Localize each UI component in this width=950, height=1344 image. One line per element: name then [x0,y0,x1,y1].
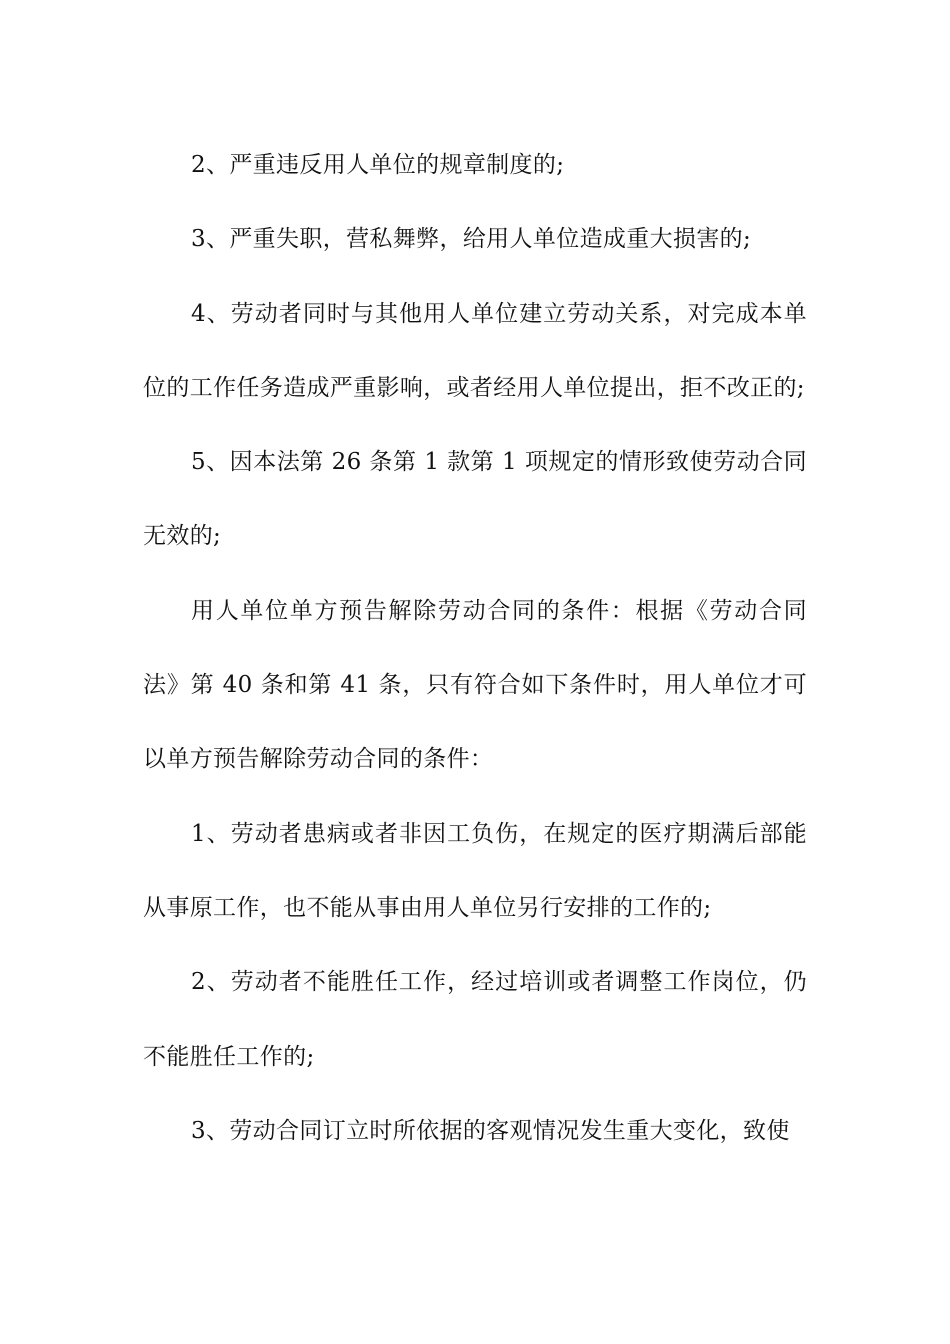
paragraph-clause-4: 4、劳动者同时与其他用人单位建立劳动关系，对完成本单位的工作任务造成严重影响，或者经用人单位提出，拒不改正的; [143,300,807,401]
paragraph-condition-3: 3、劳动合同订立时所依据的客观情况发生重大变化，致使 [191,1117,790,1144]
paragraph-clause-2: 2、严重违反用人单位的规章制度的; [191,152,565,178]
document-body [143,128,807,1168]
paragraph-clause-5: 5、因本法第 26 条第 1 款第 1 项规定的情形致使劳动合同无效的; [143,449,807,550]
paragraph-clause-3: 3、严重失职，营私舞弊，给用人单位造成重大损害的; [191,226,752,253]
paragraph-condition-1: 1、劳动者患病或者非因工负伤，在规定的医疗期满后部能从事原工作，也不能从事由用人单位另行安排的工作的; [143,820,807,921]
paragraph-condition-2: 2、劳动者不能胜任工作，经过培训或者调整工作岗位，仍不能胜任工作的; [143,969,807,1070]
paragraph-notice-termination-conditions: 用人单位单方预告解除劳动合同的条件：根据《劳动合同法》第 40 条和第 41 条，只有符合如下条件时，用人单位才可以单方预告解除劳动合同的条件： [143,597,807,773]
